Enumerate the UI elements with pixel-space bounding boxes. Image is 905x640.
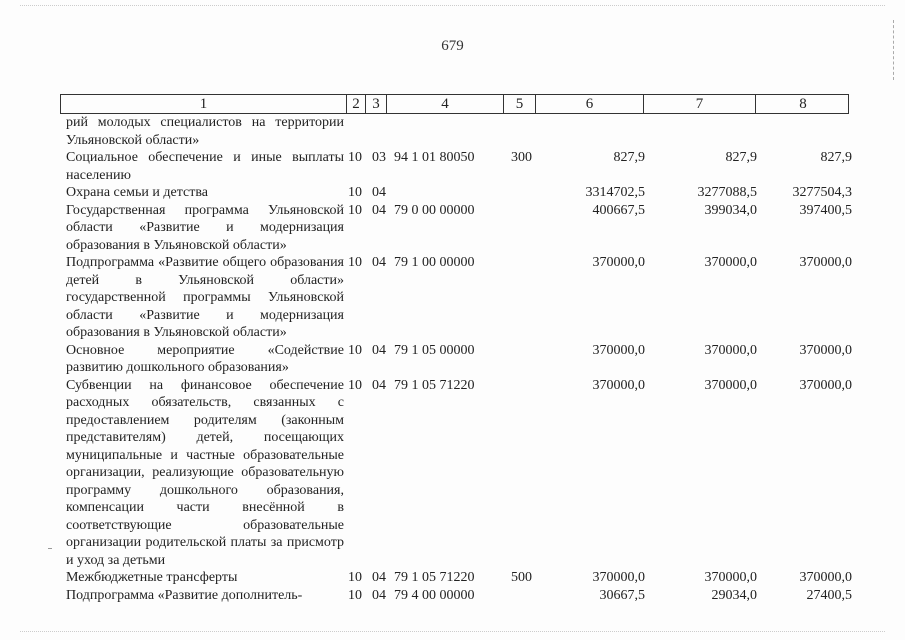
row-target-article: 79 1 05 00000: [394, 342, 475, 358]
row-amount-col8: 27400,5: [806, 587, 852, 603]
row-description: Межбюджетные трансферты: [66, 570, 238, 585]
header-col-4: 4: [387, 95, 504, 113]
row-section-code: 10: [348, 185, 362, 200]
scan-edge-top: [20, 5, 885, 8]
row-section-code: [346, 114, 370, 149]
table-row: [66, 377, 856, 570]
table-row: [66, 149, 856, 184]
row-amount-col8: 370000,0: [799, 570, 852, 585]
row-expense-type: [509, 587, 541, 605]
table-row: [66, 342, 856, 377]
row-expense-type: [509, 202, 541, 255]
header-col-3: 3: [366, 95, 387, 113]
header-col-8: 8: [799, 96, 807, 112]
row-amount-col6: 370000,0: [592, 377, 645, 393]
row-amount-col7: 399034,0: [704, 202, 757, 218]
row-target-article: 79 0 00 00000: [394, 202, 475, 218]
row-amount-col6: 30667,5: [599, 587, 645, 603]
row-amount-col7: 3277088,5: [697, 185, 757, 200]
row-subsection-code: 04: [372, 202, 386, 218]
row-amount-col8: 370000,0: [799, 377, 852, 393]
row-amount-col8: [761, 114, 856, 149]
row-expense-type: [509, 184, 541, 202]
row-amount-col8: 827,9: [820, 150, 852, 165]
row-amount-col6: 400667,5: [592, 202, 645, 218]
row-amount-col8: 397400,5: [799, 202, 852, 218]
row-subsection-code: 03: [372, 150, 386, 165]
row-section-code: 10: [348, 255, 362, 270]
row-amount-col8: 3277504,3: [792, 185, 852, 200]
row-section-code: 10: [348, 150, 362, 165]
row-subsection-code: 04: [372, 185, 386, 200]
table-row: [66, 114, 856, 149]
row-subsection-code: 04: [372, 342, 386, 358]
row-amount-col7: 370000,0: [704, 377, 757, 393]
row-target-article: 79 1 00 00000: [394, 255, 475, 270]
row-subsection-code: 04: [372, 570, 386, 585]
row-description: Охрана семьи и детства: [66, 185, 208, 200]
row-section-code: 10: [348, 342, 362, 358]
row-expense-type: 300: [511, 150, 532, 165]
row-amount-col7: 29034,0: [711, 587, 757, 603]
row-amount-col6: 3314702,5: [585, 185, 645, 200]
header-col-2: 2: [347, 95, 366, 113]
row-amount-col6: [541, 114, 649, 149]
header-col-7: 7: [644, 95, 756, 113]
table-row: [66, 202, 856, 255]
table-row: [66, 569, 856, 587]
row-target-article: [390, 184, 509, 202]
row-description: Социальное обеспечение и иные выплаты населению: [66, 150, 344, 183]
row-section-code: 10: [348, 377, 362, 393]
row-description: Субвенции на финансовое обеспечение расходных обязательств, связанных с предоставлением родителям (законным представителям) детей, посещающих муниципальные и частные образовательные организации, реализующие образовательную программу дошкольного образования, компенсации части внесённой в соответствующие образовательные организации родительской платы за присмотр и уход за детьми: [66, 377, 344, 568]
row-expense-type: 500: [511, 570, 532, 585]
row-target-article: 94 1 01 80050: [394, 150, 475, 165]
row-target-article: 79 1 05 71220: [394, 570, 475, 585]
margin-mark: [48, 548, 52, 549]
row-section-code: 10: [348, 570, 362, 585]
row-amount-col8: 370000,0: [799, 255, 852, 270]
row-subsection-code: 04: [372, 377, 386, 393]
row-expense-type: [509, 254, 541, 342]
row-subsection-code: 04: [372, 255, 386, 270]
row-section-code: 10: [348, 587, 362, 603]
row-amount-col6: 370000,0: [592, 570, 645, 585]
row-amount-col6: 370000,0: [592, 255, 645, 270]
table-row: [66, 184, 856, 202]
row-target-article: 79 1 05 71220: [394, 377, 475, 393]
row-amount-col7: 370000,0: [704, 570, 757, 585]
row-amount-col8: 370000,0: [799, 342, 852, 358]
row-subsection-code: [370, 114, 390, 149]
row-description: рий молодых специалистов на территории Ульяновской области»: [66, 115, 344, 148]
row-description: Подпрограмма «Развитие дополнитель-: [66, 587, 303, 603]
row-description: Основное мероприятие «Содействие развитию дошкольного образования»: [66, 342, 344, 375]
table-row: [66, 587, 856, 605]
row-amount-col7: 370000,0: [704, 342, 757, 358]
row-amount-col7: 370000,0: [704, 255, 757, 270]
row-section-code: 10: [348, 202, 362, 218]
row-subsection-code: 04: [372, 587, 386, 603]
table-row: [66, 254, 856, 342]
header-col-6: 6: [536, 95, 644, 113]
row-target-article: [390, 114, 509, 149]
header-col-1: 1: [61, 95, 347, 113]
scan-edge-bottom: [20, 631, 885, 634]
row-expense-type: [509, 342, 541, 377]
row-expense-type: [509, 377, 541, 570]
row-target-article: 79 4 00 00000: [394, 587, 475, 603]
row-expense-type: [509, 114, 541, 149]
row-amount-col6: 370000,0: [592, 342, 645, 358]
row-description: Подпрограмма «Развитие общего образования детей в Ульяновской области» государственной программы Ульяновской области «Развитие и модернизация образования в Ульяновской области»: [66, 255, 344, 340]
table-body: [66, 114, 856, 604]
row-description: Государственная программа Ульяновской области «Развитие и модернизация образования в Ульяновской области»: [66, 202, 344, 253]
row-amount-col7: 827,9: [725, 150, 757, 165]
row-amount-col7: [649, 114, 761, 149]
table-header: [60, 94, 849, 114]
header-col-5: 5: [504, 95, 536, 113]
page-number: 679: [441, 38, 464, 54]
row-amount-col6: 827,9: [613, 150, 645, 165]
